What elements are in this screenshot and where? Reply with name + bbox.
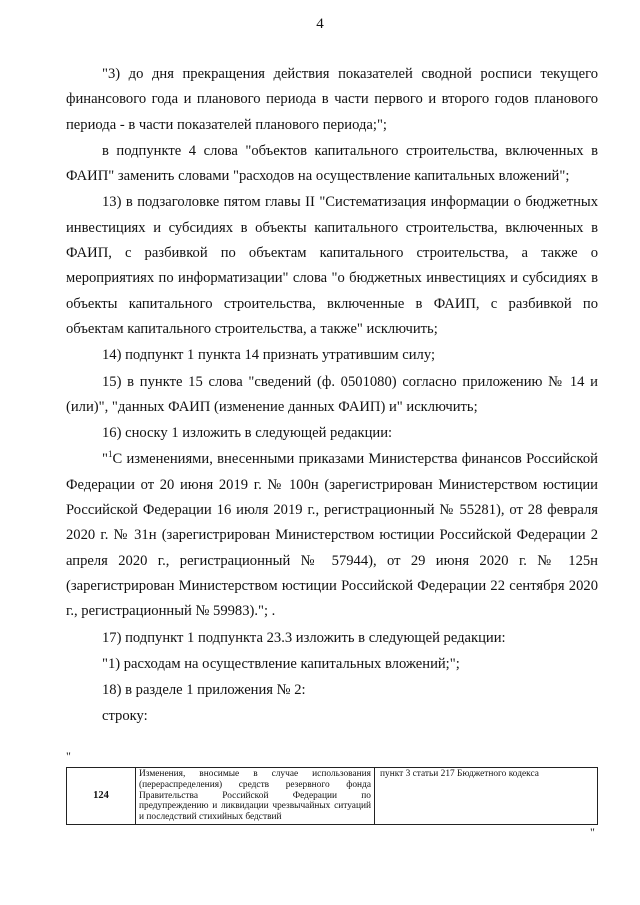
- paragraph: "1) расходам на осуществление капитальных вложений;";: [102, 655, 460, 672]
- document-body: [66, 62, 598, 731]
- paragraph: 18) в разделе 1 приложения № 2:: [102, 682, 306, 699]
- paragraph: в подпункте 4 слова "объектов капитального строительства, включенных в ФАИП" заменить словами "расходов на осуществление капитальных вложений";: [66, 142, 598, 185]
- paragraph: 15) в пункте 15 слова "сведений (ф. 0501080) согласно приложению № 14 и (или)", "данных ФАИП (изменение данных ФАИП) и" исключить;: [66, 373, 598, 415]
- row-reference: пункт 3 статьи 217 Бюджетного кодекса: [375, 768, 598, 825]
- paragraph: "3) до дня прекращения действия показателей сводной росписи текущего финансового года и планового периода в части первого и второго годов планового периода - в части показателей планового периода;";: [66, 66, 598, 133]
- page-number: 4: [316, 16, 324, 32]
- budget-row-table: [66, 767, 598, 825]
- footnote-marker: 1: [107, 449, 113, 460]
- table-row: [67, 768, 598, 825]
- footnote-text: С изменениями, внесенными приказами Министерства финансов Российской Федерации от 20 июня 2019 г. № 100н (зарегистрирован Министерством юстиции Российской Федерации 16 июля 2019 г., регистрационный № 55281), от 28 февраля 2020 г. № 31н (зарегистрирован Министерством юстиции Российской Федерации 2 апреля 2020 г., регистрационный № 57944), от 29 июня 2020 г. № 125н (зарегистрирован Министерством юстиции Российской Федерации 22 сентября 2020 г., регистрационный № 59983)."; .: [66, 451, 598, 620]
- paragraph: строку:: [102, 708, 148, 725]
- paragraph: 17) подпункт 1 подпункта 23.3 изложить в следующей редакции:: [102, 629, 506, 646]
- footnote-paragraph: [66, 447, 598, 624]
- table-close-quote: ": [590, 825, 595, 839]
- table-open-quote: ": [66, 749, 71, 763]
- paragraph: 14) подпункт 1 пункта 14 признать утратившим силу;: [102, 347, 435, 364]
- paragraph: 16) сноску 1 изложить в следующей редакции:: [102, 425, 393, 442]
- row-number: 124: [67, 768, 136, 825]
- footnote-open-quote: ": [102, 451, 108, 468]
- row-description: Изменения, вносимые в случае использования (перераспределения) средств резервного фонда Правительства Российской Федерации по предупреждению и ликвидации чрезвычайных ситуаций и последствий стихийных бедствий: [136, 768, 375, 825]
- paragraph: 13) в подзаголовке пятом главы II "Систематизация информации о бюджетных инвестициях и субсидиях в объекты капитального строительства, включенных в ФАИП, с разбивкой по объектам капитального строительства, а также о мероприятиях по информатизации" слова "о бюджетных инвестициях и субсидиях в объекты капитального строительства, включенные в ФАИП, с разбивкой по объектам капитального строительства, а также" исключить;: [66, 194, 598, 337]
